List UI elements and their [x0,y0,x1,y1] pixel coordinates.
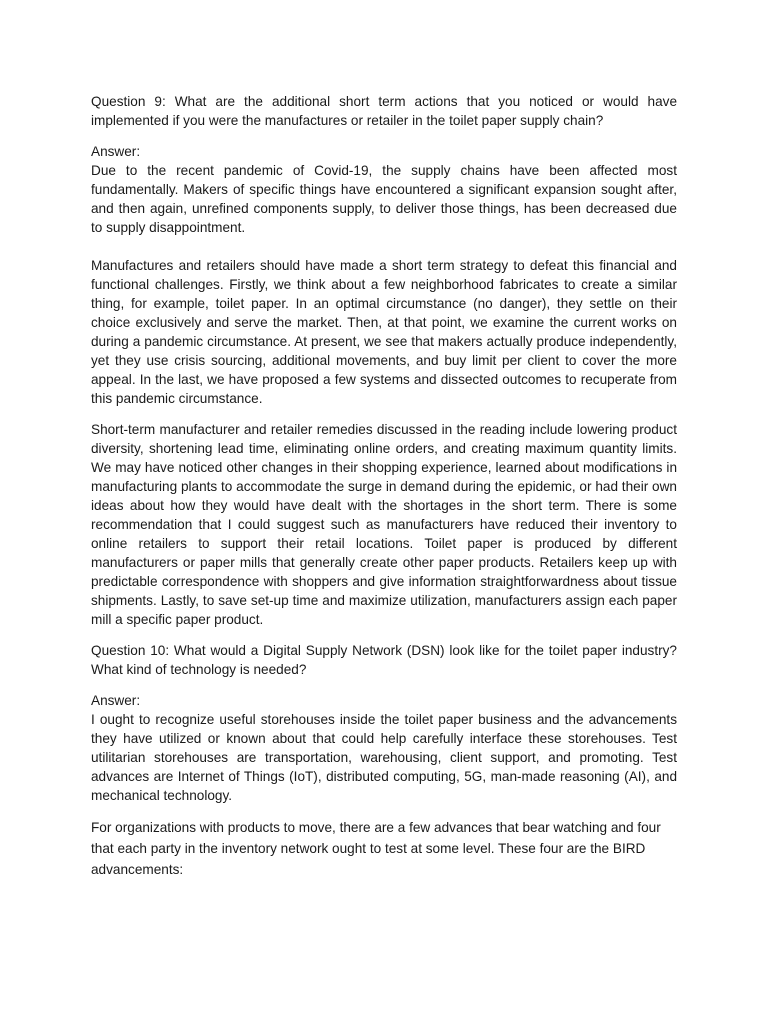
answer-10-paragraph-2: For organizations with products to move, there are a few advances that bear watching and four that each party in the inventory network ought to test at some level. These four are the BIRD advancements: [91,820,661,877]
answer-10-label: Answer: [91,693,141,708]
spacer [91,805,677,817]
spacer [91,629,677,641]
spacer [91,130,677,142]
document-page [91,92,677,880]
answer-10-paragraph-1: I ought to recognize useful storehouses inside the toilet paper business and the advancements they have utilized or known about that could help carefully interface these storehouses. Test utilitarian storehouses are transportation, warehousing, client support, and promoting. Test advances are Internet of Things (IoT), distributed computing, 5G, man-made reasoning (AI), and mechanical technology. [91,712,677,803]
question-9-text: Question 9: What are the additional short term actions that you noticed or would have implemented if you were the manufactures or retailer in the toilet paper supply chain? [91,94,677,128]
spacer [91,237,677,256]
answer-9-paragraph-2: Manufactures and retailers should have made a short term strategy to defeat this financial and functional challenges. Firstly, we think about a few neighborhood fabricates to create a similar thing, for example, toilet paper. In an optimal circumstance (no danger), they settle on their choice exclusively and serve the market. Then, at that point, we examine the current works on during a pandemic circumstance. At present, we see that makers actually produce independently, yet they use crisis sourcing, additional movements, and buy limit per client to cover the more appeal. In the last, we have proposed a few systems and dissected outcomes to recuperate from this pandemic circumstance. [91,258,677,406]
question-10-text: Question 10: What would a Digital Supply Network (DSN) look like for the toilet paper industry? What kind of technology is needed? [91,643,677,677]
answer-9-paragraph-1: Due to the recent pandemic of Covid-19, the supply chains have been affected most fundamentally. Makers of specific things have encountered a significant expansion sought after, and then again, unrefined components supply, to deliver those things, has been decreased due to supply disappointment. [91,163,677,235]
spacer [91,408,677,420]
spacer [91,679,677,691]
answer-9-paragraph-3: Short-term manufacturer and retailer remedies discussed in the reading include lowering product diversity, shortening lead time, eliminating online orders, and creating maximum quantity limits. We may have noticed other changes in their shopping experience, learned about modifications in manufacturing plants to accommodate the surge in demand during the epidemic, or had their own ideas about how they would have dealt with the shortages in the short term. There is some recommendation that I could suggest such as manufacturers have reduced their inventory to online retailers to support their retail locations. Toilet paper is produced by different manufacturers or paper mills that generally create other paper products. Retailers keep up with predictable correspondence with shoppers and give information straightforwardness about tissue shipments. Lastly, to save set-up time and maximize utilization, manufacturers assign each paper mill a specific paper product. [91,422,677,627]
answer-9-label: Answer: [91,144,141,159]
